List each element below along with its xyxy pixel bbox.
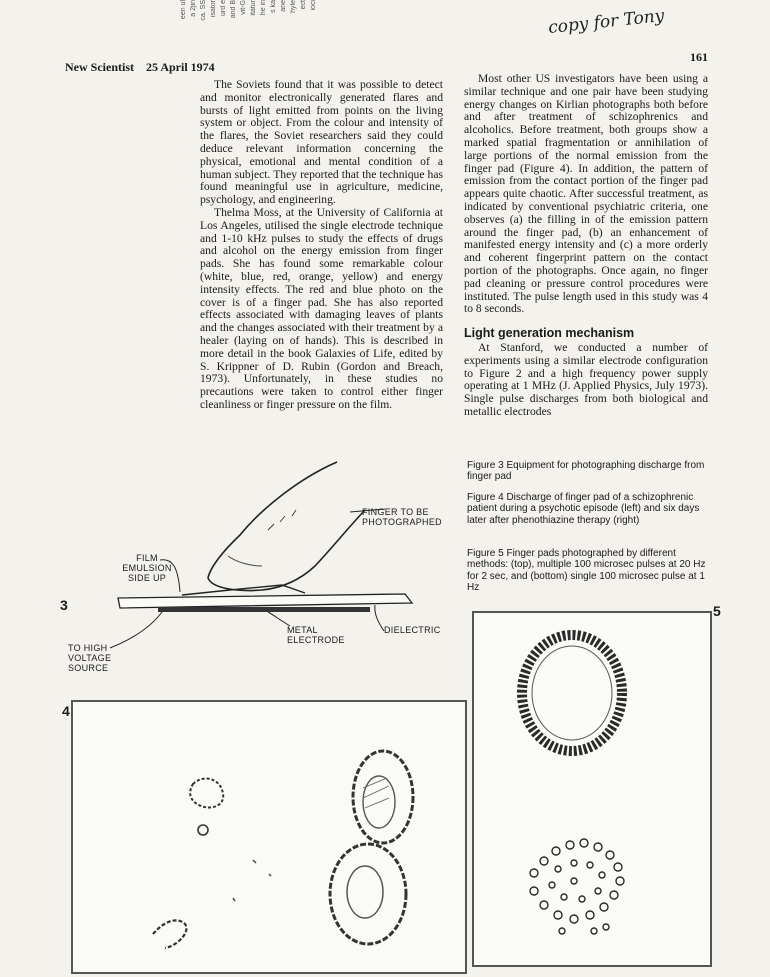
- paragraph: At Stanford, we conducted a number of experiments using a similar electrode configuration to Figure 2 and a high frequency power supply operating at 1 MHz (J. Applied Physics, July 1973). Single pulse discharges from both biological and metallic electrodes: [464, 340, 708, 418]
- section-heading: Light generation mechanism: [464, 326, 635, 341]
- dielectric-leader: [375, 605, 384, 631]
- paragraph: The Soviets found that it was possible to detect and monitor electronically generated flares and bursts of light emitted from points on the living system or object. From the colour and intensity of the flares, the Soviet researchers said they could deduce relevant information concerning the physical, emotional and mental condition of a human subject. They reported that the technique has found meaningful use in agriculture, medicine, psychology, and engineering.: [200, 78, 443, 207]
- page-number: 161: [690, 50, 708, 64]
- figure-3-caption: Figure 3 Equipment for photographing discharge from finger pad: [467, 460, 705, 483]
- handwritten-note: copy for Tony: [547, 5, 666, 39]
- figure-5-number: 5: [713, 603, 721, 619]
- metal-leader: [268, 612, 290, 626]
- figure-3-number: 3: [60, 597, 68, 613]
- margin-fragment: ioci: [310, 0, 317, 11]
- margin-fragment: and B: [230, 0, 237, 19]
- margin-fragment: ane: [280, 0, 287, 12]
- figure-5-photo: [472, 611, 712, 967]
- margin-fragment: vit-G: [240, 0, 247, 15]
- margin-fragment: urd e: [220, 0, 227, 16]
- finger-discharge-image: [73, 702, 465, 972]
- finger-creases: [268, 510, 296, 530]
- margin-fragment: isator: [210, 0, 217, 18]
- metal-electrode: [158, 607, 370, 612]
- finger-outline: [208, 462, 365, 591]
- film-label: FILM EMULSION SIDE UP: [122, 553, 172, 583]
- margin-fragment: een ul: [180, 0, 187, 20]
- paragraph: Most other US investigators have been using a similar technique and one pair have been studying energy changes on Kirlian photographs both before and after treatment of schizophrenics and alcoholics. Before treatment, both groups show a marked spatial fragmentation or annihilation of large portions of the normal emission from the finger pad (Figure 4). In addition, the pattern of emission from the contact portion of the finger pad appears quite chaotic. After successful treatment, as indicated by conventional psychiatric criteria, one observes (a) the filling in of the emission pattern around the finger pad, (b) an enhancement of manifested energy intensity and (c) a more orderly and coherent fingerprint pattern on the contact portion of the photographs. Once again, no finger pad cleaning or pressure control procedures were instituted. The pulse length used in this study was 4 to 8 seconds.: [464, 72, 708, 316]
- margin-fragment: hyle: [290, 0, 297, 13]
- finger-label: FINGER TO BE PHOTOGRAPHED: [362, 507, 442, 527]
- source-label: TO HIGH VOLTAGE SOURCE: [68, 643, 112, 673]
- figure-4-number: 4: [62, 703, 70, 719]
- margin-fragment: ca. SS: [200, 0, 207, 21]
- margin-fragment: he in: [260, 0, 267, 16]
- issue-date: 25 April 1974: [146, 60, 215, 74]
- dielectric-label: DIELECTRIC: [384, 625, 441, 635]
- metal-label: METAL ELECTRODE: [287, 625, 345, 645]
- margin-fragment: s ka: [270, 0, 277, 13]
- journal-name: New Scientist: [65, 60, 134, 74]
- figure-4-photo: [71, 700, 467, 974]
- figure-4-caption: Figure 4 Discharge of finger pad of a schizophrenic patient during a psychotic episode (left) and six days later after phenothiazine therapy (right): [467, 492, 700, 526]
- margin-fragment: ect: [300, 0, 307, 10]
- paragraph: Thelma Moss, at the University of California at Los Angeles, utilised the single electrode technique and 1-10 kHz pulses to study the effects of drugs and alcohol on the energy emission from finger pads. She has found some remarkable colour (white, blue, red, orange, yellow) and energy intensity effects. The red and blue photo on the cover is of a finger pad. She has also reported effects associated with damaging leaves of plants and the changes associated with their treatment by a healer (laying on of hands). This is described in more detail in the book Galaxies of Life, edited by S. Krippner of D. Rubin (Gordon and Breach, 1973). Unfortunately, in these studies no precautions were taken to control either finger cleanliness or finger pressure on the film.: [200, 205, 443, 411]
- figure-5-caption: Figure 5 Finger pads photographed by different methods: (top), multiple 100 microsec pulses at 20 Hz for 2 sec, and (bottom) single 100 microsec pulse at 1 Hz: [467, 548, 706, 594]
- finger-nail: [228, 556, 262, 566]
- margin-fragment: a 2jin: [190, 0, 197, 17]
- finger-pad-methods-image: [474, 613, 710, 965]
- margin-fragment: itatur: [250, 0, 257, 16]
- dielectric-slab: [118, 594, 412, 608]
